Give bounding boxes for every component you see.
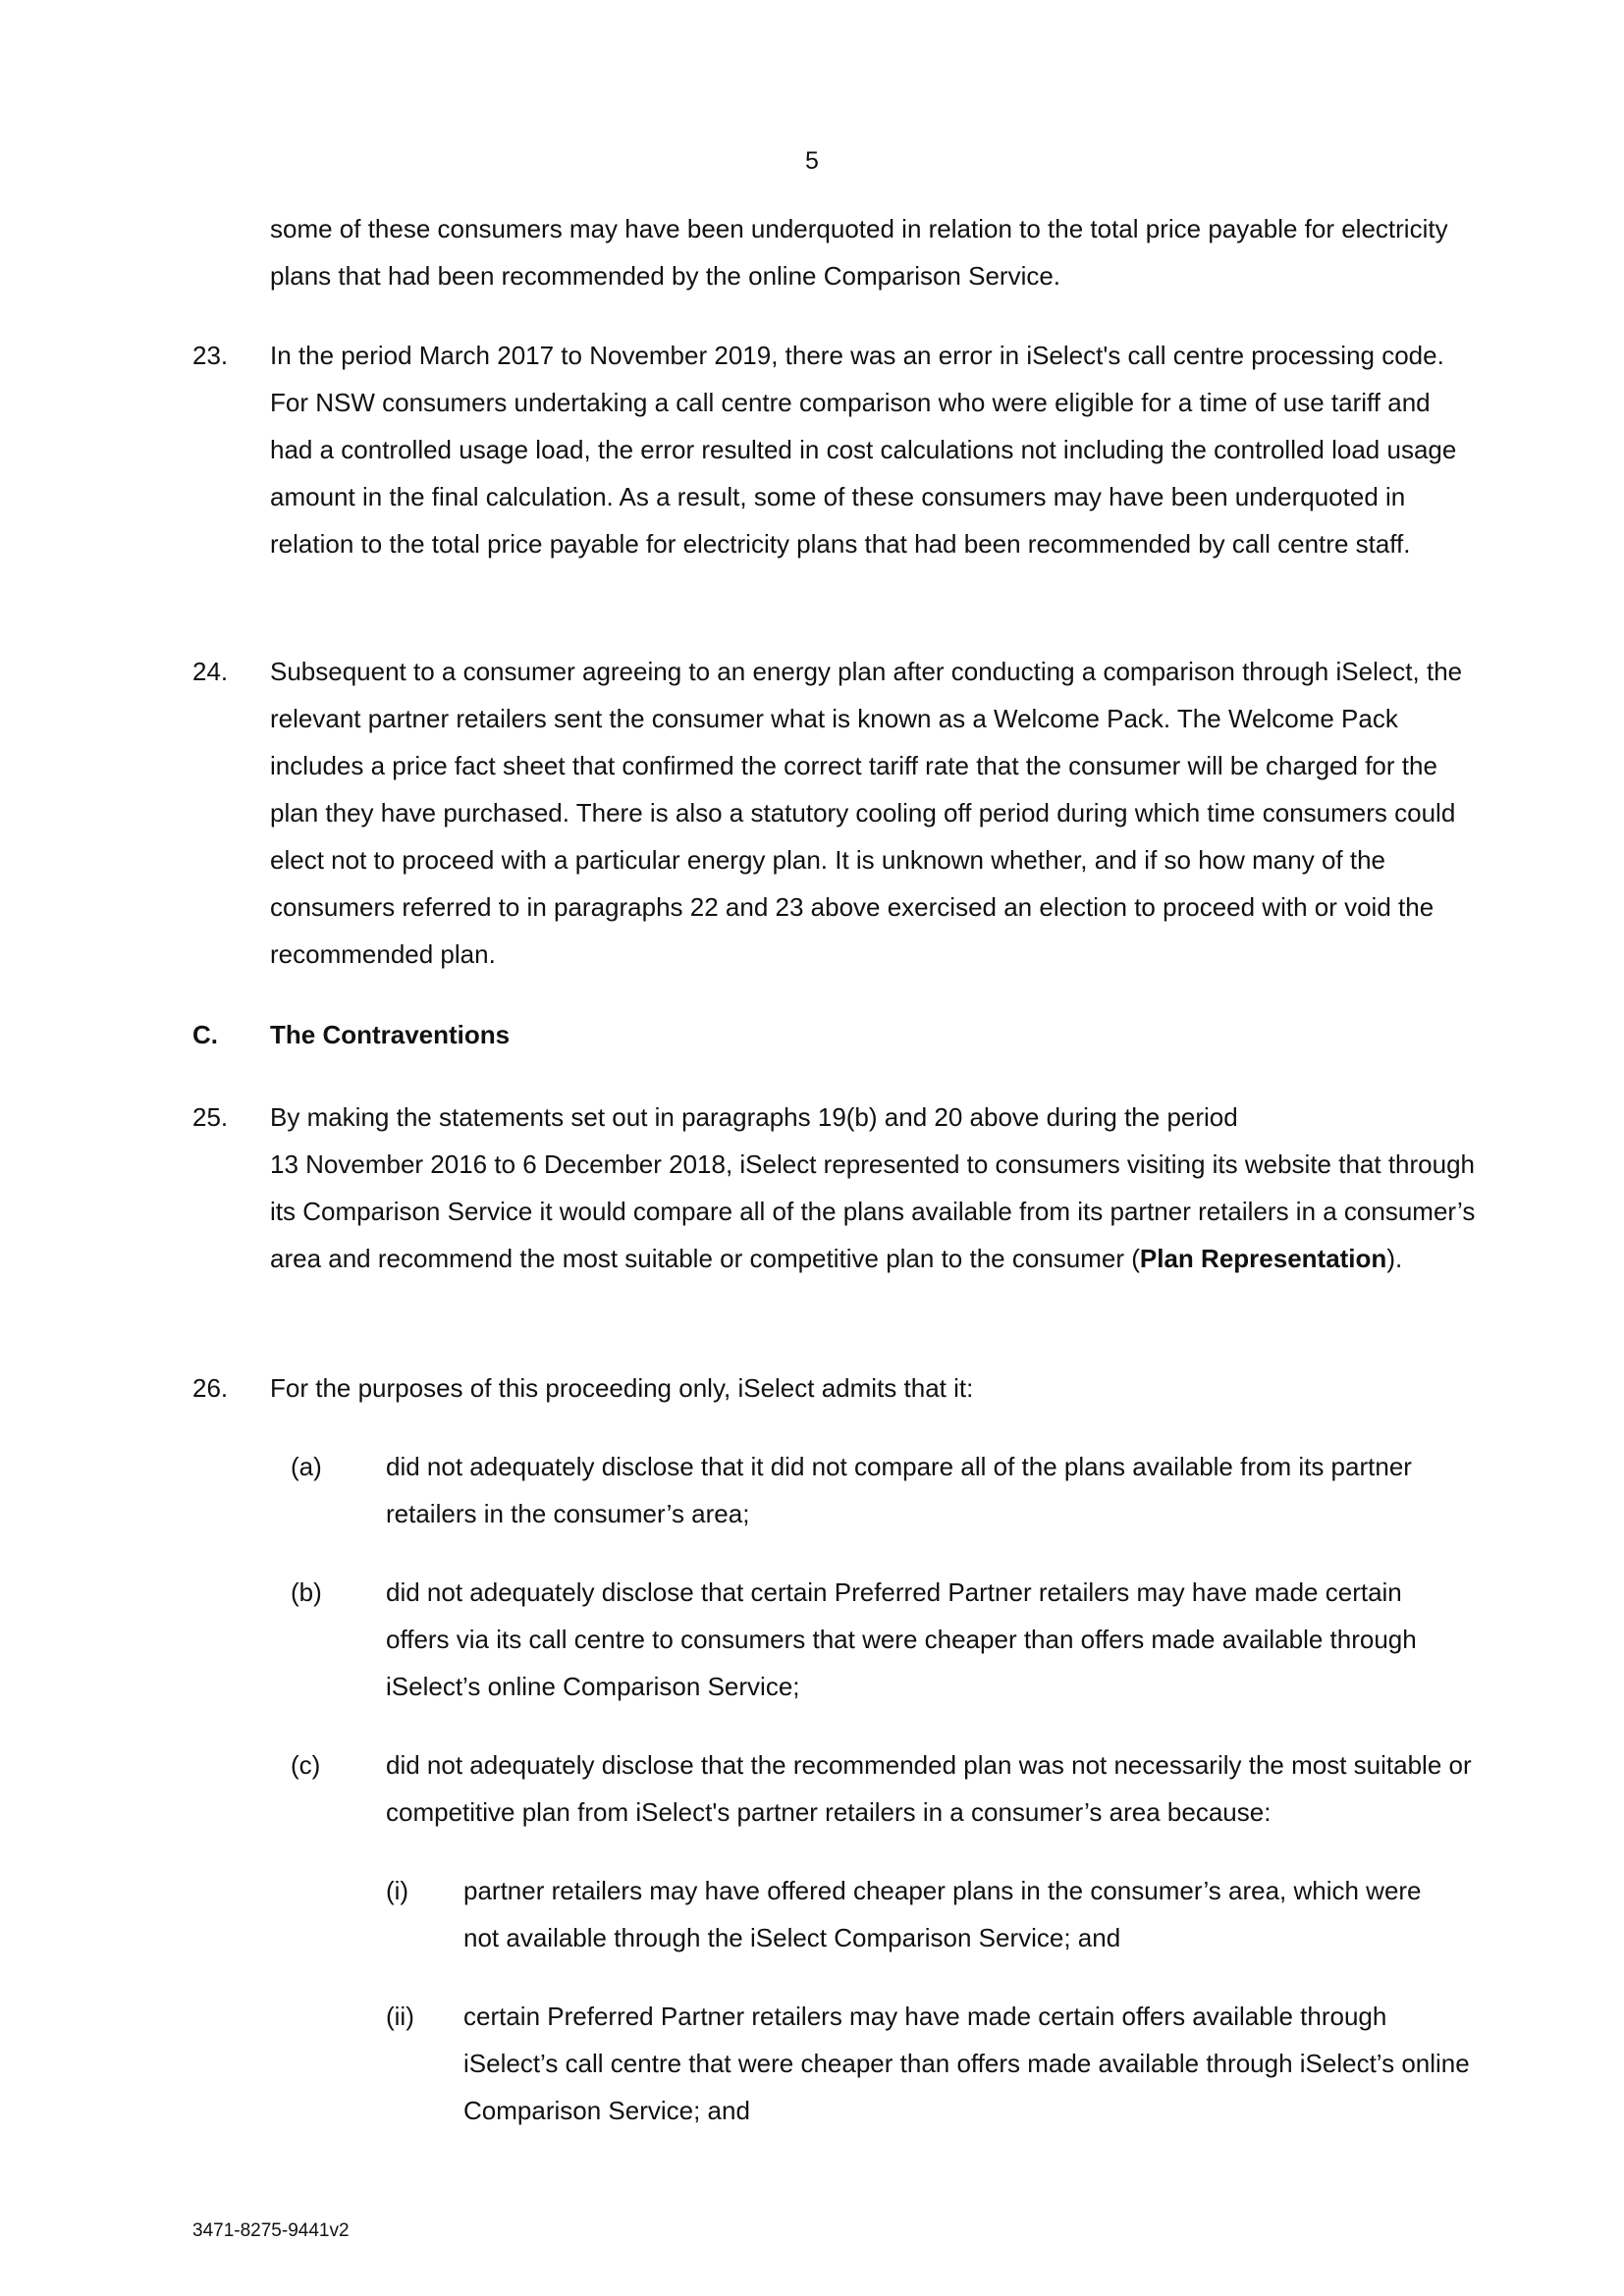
subitem-ii-label: (ii) [386, 2002, 414, 2031]
paragraph-24-text: Subsequent to a consumer agreeing to an energy plan after conducting a comparison through iSelect, the relevant partner retailers sent the consumer what is known as a Welcome Pack. The Welcome Pack includes a price fact sheet that confirmed the correct tariff rate that the consumer will be charged for the plan they have purchased. There is also a statutory cooling off period during which time consumers could elect not to proceed with a particular energy plan. It is unknown whether, and if so how many of the consumers referred to in paragraphs 22 and 23 above exercised an election to proceed with or void the recommended plan. [270, 657, 1463, 969]
paragraph-25-line-1: By making the statements set out in paragraphs 19(b) and 20 above during the period [270, 1102, 1238, 1132]
plan-representation-term: Plan Representation [1139, 1244, 1387, 1273]
item-a-text: did not adequately disclose that it did not compare all of the plans available from its partner retailers in the consumer’s area; [386, 1452, 1412, 1528]
paragraph-25-body [270, 1141, 1478, 1282]
section-c-label: C. [192, 1020, 218, 1049]
subitem-ii-text: certain Preferred Partner retailers may have made certain offers available through iSelect’s call centre that were cheaper than offers made available through iSelect’s online Comparison Service; and [463, 2002, 1470, 2125]
item-b-label: (b) [291, 1577, 322, 1607]
paragraph-25-body-text: 13 November 2016 to 6 December 2018, iSelect represented to consumers visiting its website that through its Comparison Service it would compare all of the plans available from its partner retailers in a consumer’s area and recommend the most suitable or competitive plan to the consumer ( [270, 1149, 1476, 1273]
paragraph-25-text [270, 1094, 1478, 1282]
paragraph-23-text: In the period March 2017 to November 2019, there was an error in iSelect's call centre processing code. For NSW consumers undertaking a call centre comparison who were eligible for a time of use tariff and had a controlled usage load, the error resulted in cost calculations not including the controlled load usage amount in the final calculation. As a result, some of these consumers may have been underquoted in relation to the total price payable for electricity plans that had been recommended by call centre staff. [270, 341, 1457, 559]
subitem-i-label: (i) [386, 1876, 409, 1905]
page-number: 5 [805, 147, 819, 175]
item-a-label: (a) [291, 1452, 322, 1481]
subitem-i-text: partner retailers may have offered cheaper plans in the consumer’s area, which were not available through the iSelect Comparison Service; and [463, 1876, 1422, 1952]
paragraph-22-continuation: some of these consumers may have been underquoted in relation to the total price payable for electricity plans that had been recommended by the online Comparison Service. [270, 214, 1448, 291]
paragraph-23-number: 23. [192, 341, 229, 370]
paragraph-26-number: 26. [192, 1373, 229, 1403]
paragraph-26-text: For the purposes of this proceeding only, iSelect admits that it: [270, 1373, 974, 1403]
paragraph-25-number: 25. [192, 1102, 229, 1132]
section-c-title: The Contraventions [270, 1020, 511, 1049]
paragraph-25-tail: ). [1386, 1244, 1403, 1273]
item-c-text: did not adequately disclose that the recommended plan was not necessarily the most suitable or competitive plan from iSelect's partner retailers in a consumer’s area because: [386, 1750, 1472, 1827]
paragraph-24-number: 24. [192, 657, 229, 686]
item-c-label: (c) [291, 1750, 321, 1780]
item-b-text: did not adequately disclose that certain Preferred Partner retailers may have made certain offers via its call centre to consumers that were cheaper than offers made available through iSelect’s online Comparison Service; [386, 1577, 1417, 1701]
document-reference-footer: 3471-8275-9441v2 [192, 2220, 350, 2241]
